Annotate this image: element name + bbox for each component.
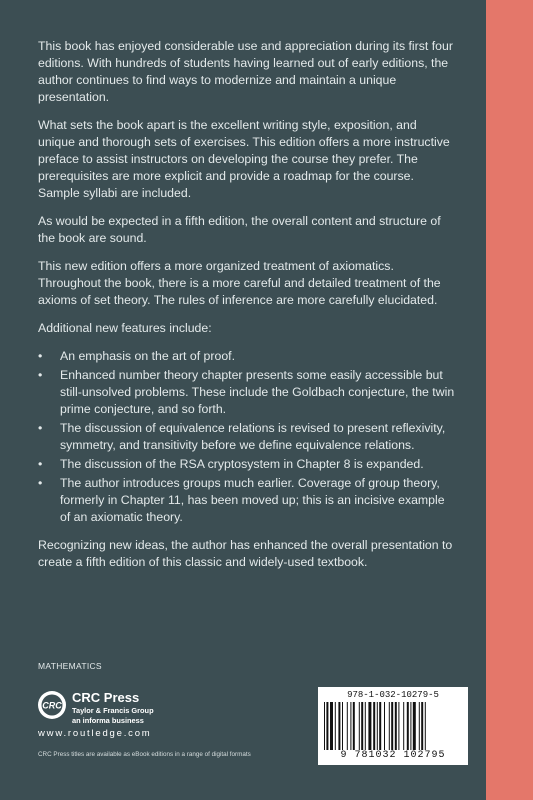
paragraph: As would be expected in a fifth edition, the overall content and structure of the book are sound.	[38, 214, 441, 245]
features-list	[38, 348, 455, 526]
paragraph: This book has enjoyed considerable use and appreciation during its first four editions. With hundreds of students having learned out of early editions, the author continues to find ways to modernize and maintain a unique presentation.	[38, 39, 453, 104]
closing-paragraph: Recognizing new ideas, the author has enhanced the overall presentation to create a fifth edition of this classic and widely-used textbook.	[38, 538, 453, 569]
crc-logo-icon	[37, 690, 67, 720]
publisher-group: Taylor & Francis Group	[72, 706, 154, 715]
barcode-bar	[389, 702, 390, 750]
barcode-bar	[359, 702, 360, 750]
barcode-bars-icon	[324, 702, 462, 750]
ebook-note: CRC Press titles are available as eBook editions in a range of digital formats	[38, 751, 251, 758]
barcode-bar	[353, 702, 355, 750]
barcode-bar	[342, 702, 343, 750]
barcode-bar	[413, 702, 416, 750]
publisher-name: CRC Press	[72, 690, 140, 705]
barcode-bar	[410, 702, 411, 750]
barcode-bar	[384, 702, 385, 750]
paragraph: This new edition offers a more organized treatment of axiomatics. Throughout the book, there is a more careful and detailed treatment of the axioms of set theory. The rules of inference are more carefully elucidated.	[38, 259, 441, 307]
barcode	[318, 687, 468, 765]
barcode-bar	[324, 702, 325, 750]
barcode-bar	[425, 702, 426, 750]
barcode-bar	[361, 702, 363, 750]
barcode-bar	[398, 702, 399, 750]
publisher-url[interactable]: www.routledge.com	[38, 728, 152, 739]
blurb	[38, 38, 455, 582]
barcode-bar	[330, 702, 333, 750]
logo-text: CRC	[42, 700, 62, 711]
barcode-bar	[403, 702, 404, 750]
isbn-label: 978-1-032-10279-5	[347, 690, 439, 700]
barcode-bar	[326, 702, 328, 750]
barcode-bar	[368, 702, 371, 750]
barcode-bar	[419, 702, 420, 750]
barcode-bar	[421, 702, 423, 750]
subject-label: MATHEMATICS	[38, 661, 102, 671]
list-item: • The discussion of equivalence relations is revised to present reflexivity, symmetry, and transitivity before we define equivalence relations.	[38, 420, 455, 454]
list-item: • An emphasis on the art of proof.	[38, 348, 455, 365]
list-item: • The author introduces groups much earlier. Coverage of group theory, formerly in Chapter 11, has been moved up; this is an incisive example of an axiomatic theory.	[38, 475, 455, 526]
barcode-bar	[347, 702, 348, 750]
list-item: • The discussion of the RSA cryptosystem in Chapter 8 is expanded.	[38, 456, 455, 473]
barcode-bar	[335, 702, 336, 750]
spine-stripe	[486, 0, 533, 800]
isbn-digits: 9 781032 102795	[340, 750, 446, 761]
barcode-bar	[377, 702, 378, 750]
publisher-business: an informa business	[72, 716, 144, 725]
barcode-bar	[379, 702, 381, 750]
list-item: • Enhanced number theory chapter presents some easily accessible but still-unsolved problems. These include the Goldbach conjecture, the twin prime conjecture, and so forth.	[38, 367, 455, 418]
paragraph: What sets the book apart is the excellent writing style, exposition, and unique and thorough sets of exercises. This edition offers a more instructive preface to assist instructors on developing the course they prefer. The prerequisites are more explicit and provide a roadmap for the course. Sample syllabi are included.	[38, 118, 450, 200]
barcode-bar	[350, 702, 351, 750]
barcode-bar	[365, 702, 366, 750]
paragraph: Additional new features include:	[38, 321, 212, 335]
barcode-bar	[373, 702, 375, 750]
barcode-bar	[407, 702, 409, 750]
barcode-bar	[338, 702, 340, 750]
barcode-bar	[395, 702, 397, 750]
barcode-bar	[391, 702, 393, 750]
